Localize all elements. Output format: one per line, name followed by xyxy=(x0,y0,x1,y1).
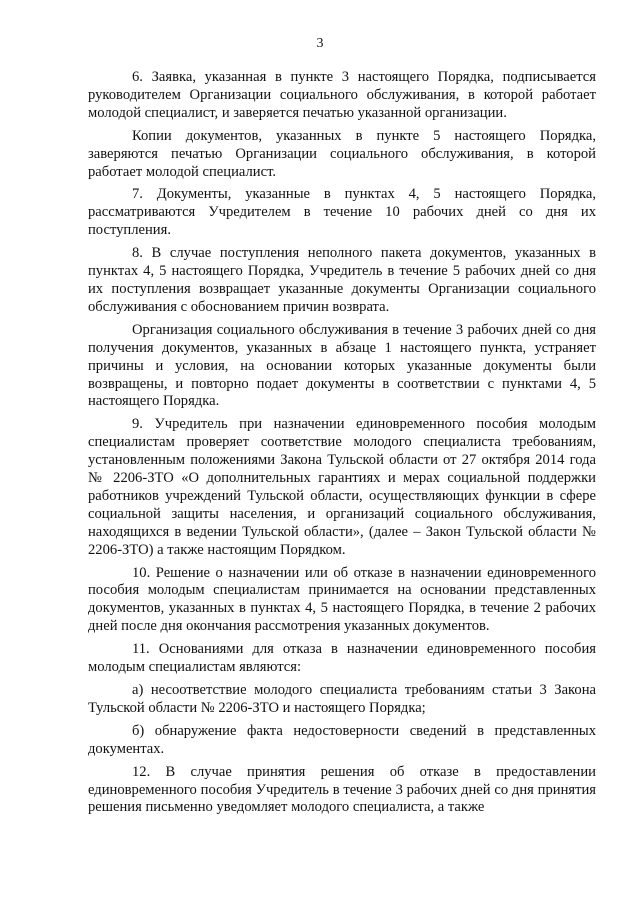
paragraph-6: 6. Заявка, указанная в пункте 3 настоящего Порядка, подписывается руководителем Организации социального обслуживания, в которой работает молодой специалист, и заверяется печатью указанной организации. xyxy=(88,69,596,121)
paragraph-6-copies: Копии документов, указанных в пункте 5 настоящего Порядка, заверяются печатью Организации социального обслуживания, в которой работает молодой специалист. xyxy=(88,127,596,180)
paragraph-11-item-a: а) несоответствие молодого специалиста требованиям статьи 3 Закона Тульской области № 2206-ЗТО и настоящего Порядка; xyxy=(88,682,596,716)
paragraph-7: 7. Документы, указанные в пунктах 4, 5 настоящего Порядка, рассматриваются Учредителем в течение 10 рабочих дней со дня их поступления. xyxy=(88,186,596,239)
page-number: 3 xyxy=(316,36,324,51)
paragraph-11-item-b: б) обнаружение факта недостоверности сведений в представленных документах. xyxy=(88,722,596,757)
paragraph-11: 11. Основаниями для отказа в назначении единовременного пособия молодым специалистам являются: xyxy=(88,641,596,676)
paragraph-10: 10. Решение о назначении или об отказе в назначении единовременного пособия молодым специалистам принимается на основании представленных документов, указанных в пунктах 4, 5 настоящего Порядка, в течение 2 рабочих дней после дня окончания рассмотрения указанных документов. xyxy=(88,564,596,635)
paragraph-8-resubmission: Организация социального обслуживания в течение 3 рабочих дней со дня получения документов, указанных в абзаце 1 настоящего пункта, устраняет причины и условия, на основании которых указанные документы были возвращены, и повторно подает документы в соответствии с пунктами 4, 5 настоящего Порядка. xyxy=(88,321,596,410)
paragraph-12: 12. В случае принятия решения об отказе в предоставлении единовременного пособия Учредитель в течение 3 рабочих дней со дня принятия решения письменно уведомляет молодого специалиста, а также xyxy=(88,763,596,816)
paragraph-8: 8. В случае поступления неполного пакета документов, указанных в пунктах 4, 5 настоящего Порядка, Учредитель в течение 5 рабочих дней со дня их поступления возвращает указанные документы Организации социального обслуживания с обоснованием причин возврата. xyxy=(88,245,596,315)
document-body xyxy=(88,69,596,822)
paragraph-9: 9. Учредитель при назначении единовременного пособия молодым специалистам проверяет соответствие молодого специалиста требованиям, установленным положениями Закона Тульской области от 27 октября 2014 года № 2206-ЗТО «О дополнительных гарантиях и мерах социальной поддержки работников учреждений Тульской области, осуществляющих функции в сфере социальной защиты населения, и организаций социального обслуживания, находящихся в ведении Тульской области», (далее – Закон Тульской области № 2206-ЗТО) а также настоящим Порядком. xyxy=(88,416,596,558)
